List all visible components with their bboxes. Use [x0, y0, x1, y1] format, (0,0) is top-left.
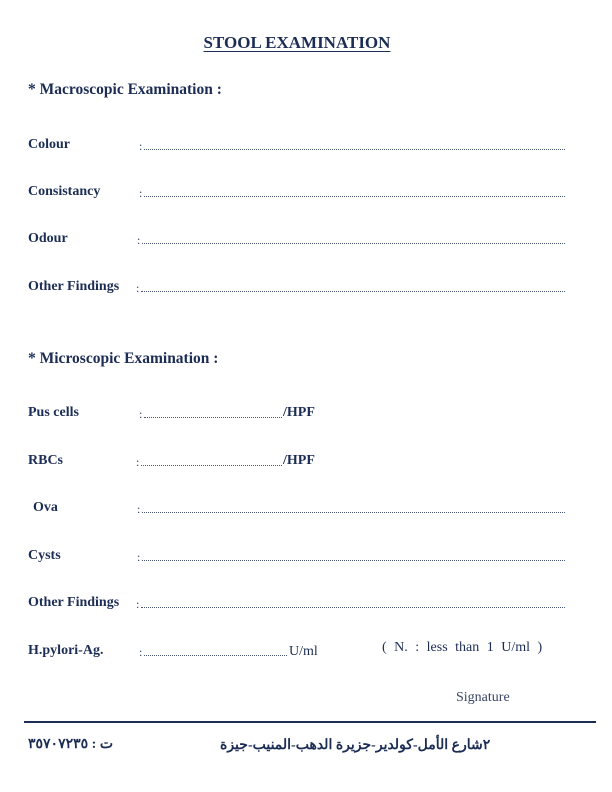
cysts-colon: :: [137, 550, 141, 564]
colour-field[interactable]: [144, 149, 565, 150]
cysts-field[interactable]: [142, 560, 565, 561]
other-findings-macro-label: Other Findings: [28, 279, 120, 294]
hpylori-colon: :: [139, 645, 143, 659]
hpylori-normal-range: ( N. : less than 1 U/ml ): [382, 640, 543, 655]
rbcs-colon: :: [136, 455, 140, 469]
hpylori-unit: U/ml: [289, 644, 318, 659]
pus-cells-unit: /HPF: [283, 405, 315, 420]
ova-colon: :: [137, 502, 141, 516]
colour-colon: :: [139, 139, 143, 153]
rbcs-field[interactable]: [141, 465, 282, 466]
consistancy-label: Consistancy: [28, 184, 101, 199]
pus-cells-field[interactable]: [144, 417, 282, 418]
odour-colon: :: [137, 233, 141, 247]
odour-label: Odour: [28, 231, 68, 246]
other-findings-micro-label: Other Findings: [28, 595, 120, 610]
form-title: [0, 33, 594, 53]
form-title-text: STOOL EXAMINATION: [203, 33, 391, 52]
rbcs-label: RBCs: [28, 453, 64, 468]
footer-divider: [24, 721, 596, 723]
cysts-label: Cysts: [28, 548, 61, 563]
other-findings-macro-colon: :: [136, 281, 140, 295]
footer-address: ٢شارع الأمل-كولدير-جزيرة الدهب-المنيب-جيزة: [220, 738, 491, 753]
macroscopic-heading: * Macroscopic Examination :: [28, 81, 222, 98]
hpylori-label: H.pylori-Ag.: [28, 643, 104, 658]
odour-field[interactable]: [142, 243, 565, 244]
pus-cells-label: Pus cells: [28, 405, 79, 420]
other-findings-micro-colon: :: [136, 597, 140, 611]
rbcs-unit: /HPF: [283, 453, 315, 468]
ova-label: Ova: [33, 500, 58, 515]
signature-label: Signature: [456, 690, 510, 705]
hpylori-field[interactable]: [144, 655, 287, 656]
ova-field[interactable]: [142, 512, 565, 513]
consistancy-field[interactable]: [144, 196, 565, 197]
pus-cells-colon: :: [139, 407, 143, 421]
footer-phone: ت : ٣٥٧٠٧٢٣٥: [28, 737, 113, 752]
consistancy-colon: :: [139, 186, 143, 200]
colour-label: Colour: [28, 137, 70, 152]
other-findings-micro-field[interactable]: [141, 607, 565, 608]
other-findings-macro-field[interactable]: [141, 291, 565, 292]
microscopic-heading: * Microscopic Examination :: [28, 350, 219, 367]
